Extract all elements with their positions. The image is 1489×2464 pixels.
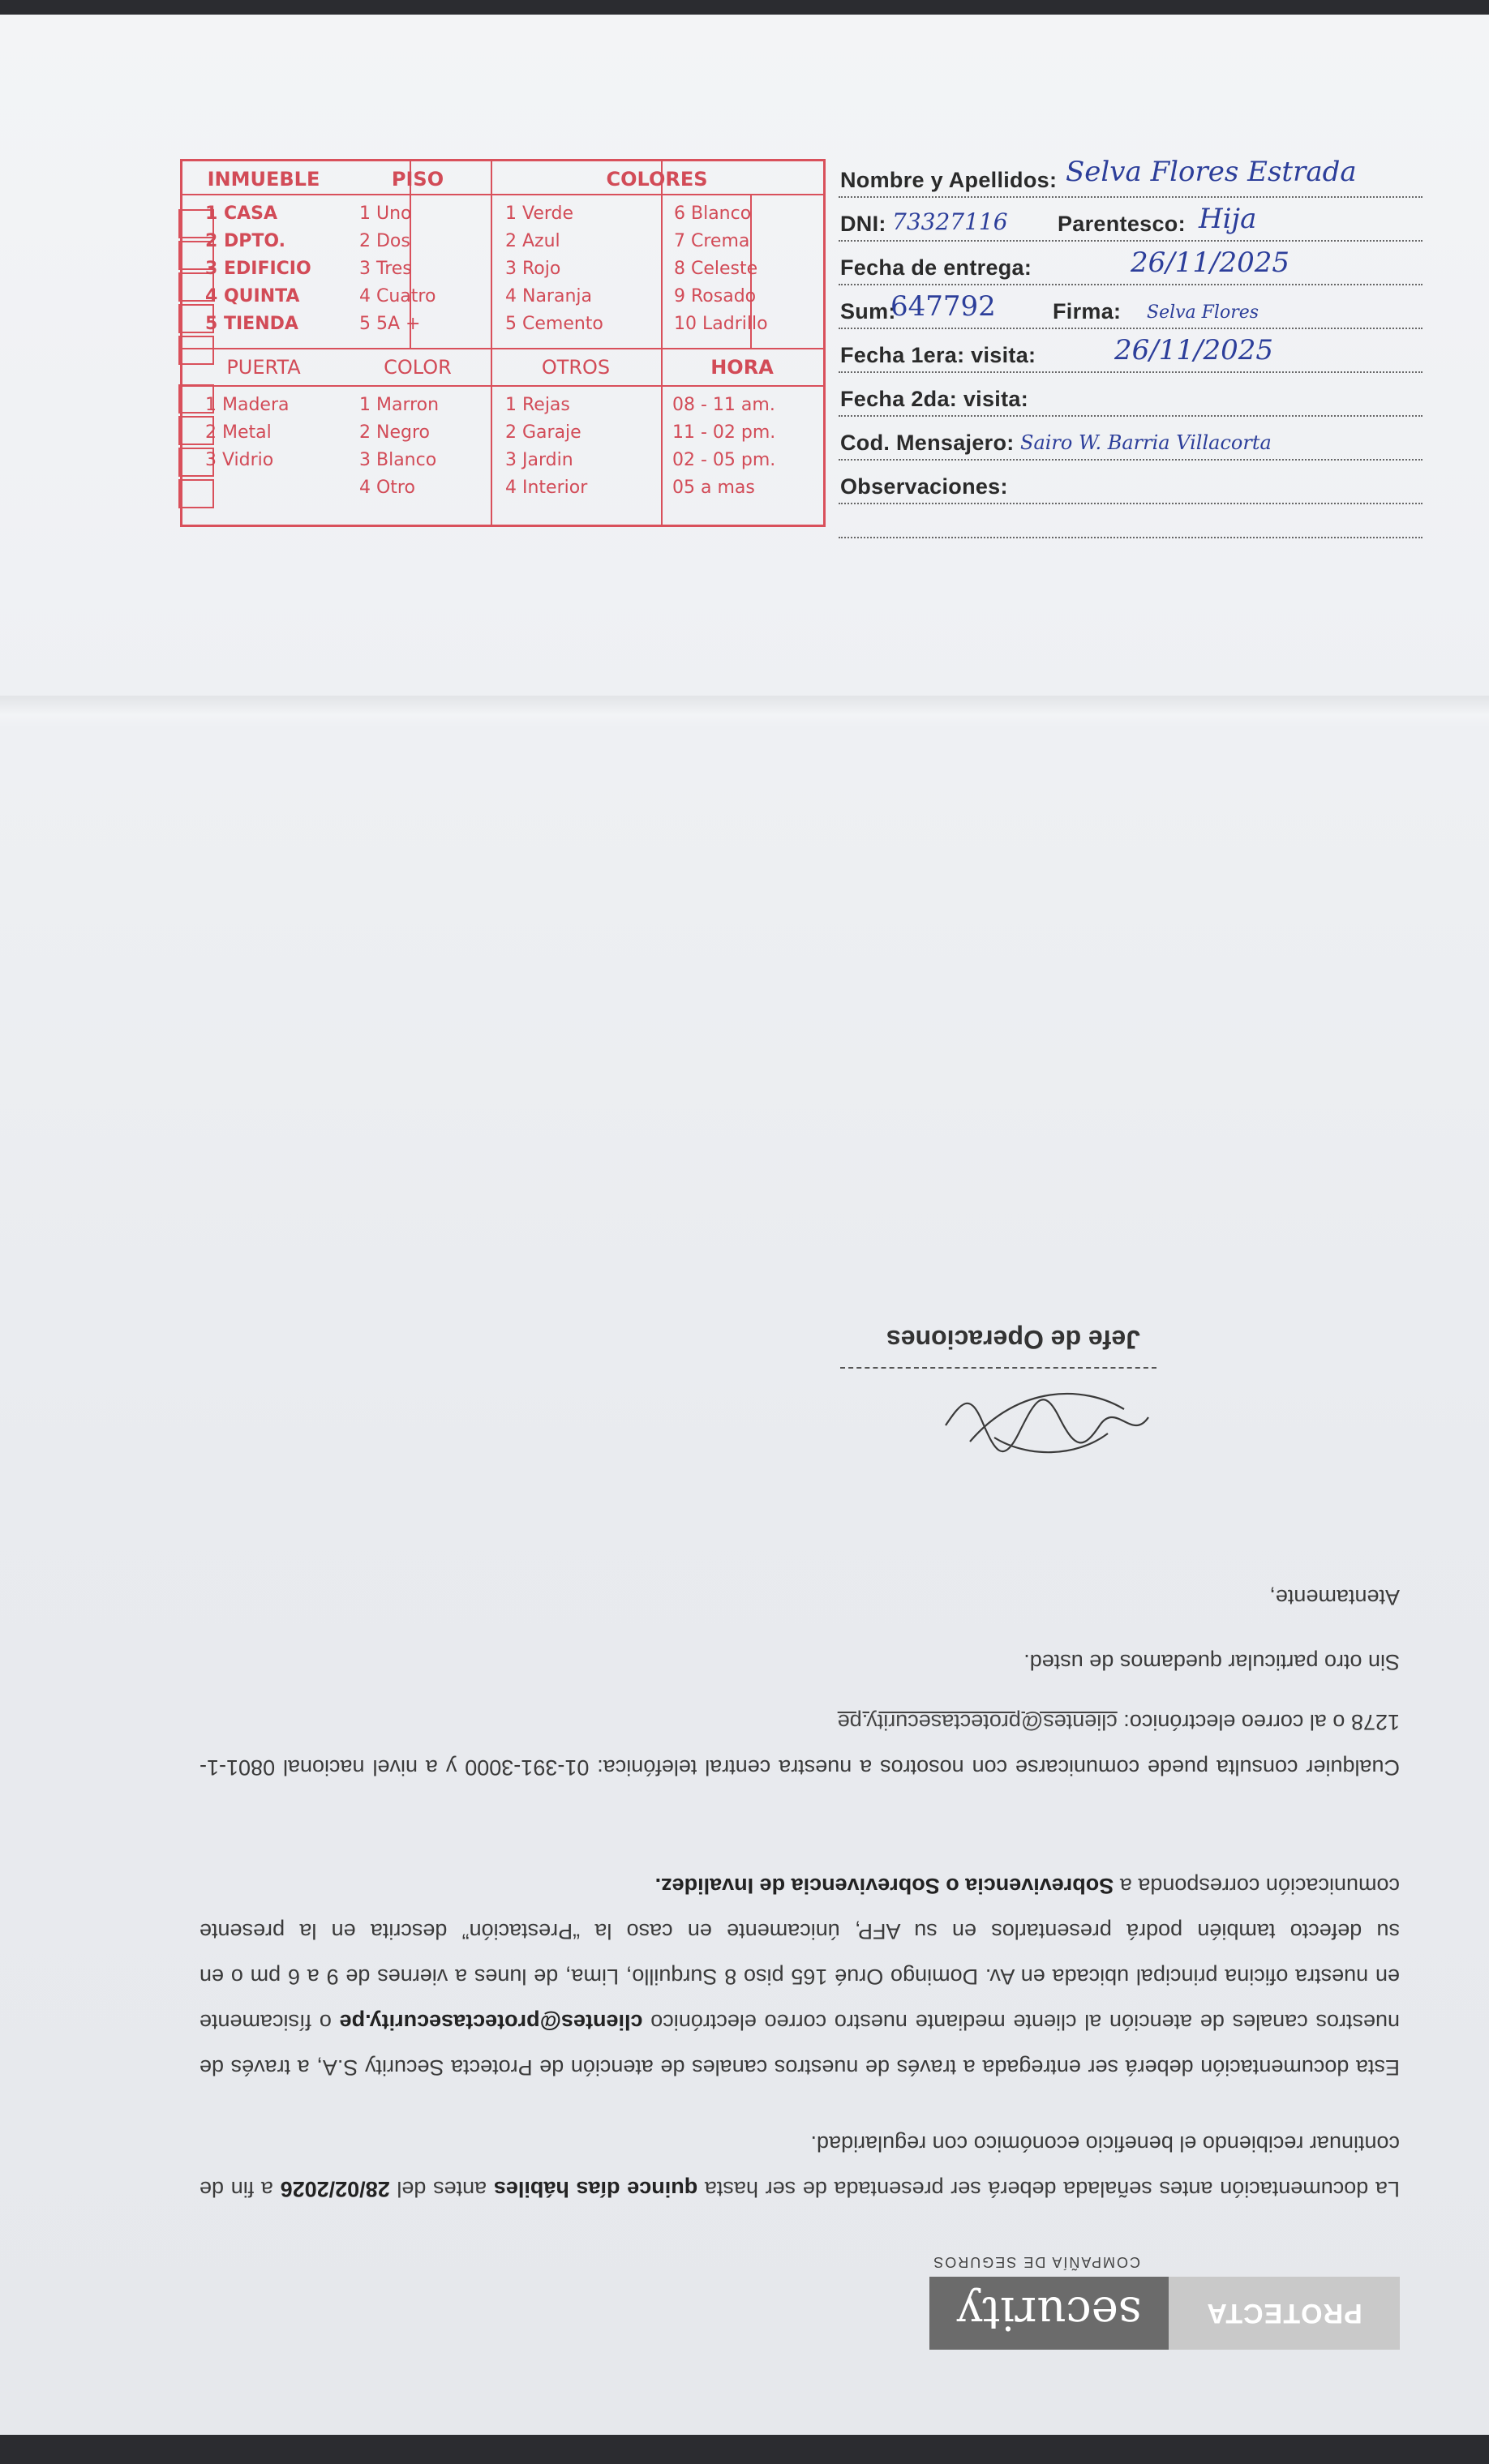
field-sum-value: 647792	[890, 290, 996, 323]
field-dni-value: 73327116	[892, 208, 1008, 235]
stamp-header-colores: COLORES	[606, 168, 708, 191]
paragraph-contact: Cualquier consulta puede comunicarse con nosotros a nuestra central telefónica: 01-391-3000 y a nivel nacional 0801-1-1278 o al correo electrónico: clientes@protectasecurity.pe	[200, 1710, 1400, 1780]
delivery-stamp	[180, 159, 826, 527]
stamp-list-otros: 1 Rejas 2 Garaje 3 Jardin 4 Interior	[505, 395, 588, 498]
signature-title: Jefe de Operaciones	[886, 1325, 1140, 1354]
paragraph-channels: Esta documentación deberá ser entregada a través de nuestros canales de atención de Protecta Security S.A, a través de nuestros canales de atención al cliente mediante nuestro correo electrónico clientes@protectasecurity.pe o físicamente en nuestra oficina principal ubicada en Av. Domingo Orué 165 piso 8 Surquillo, Lima, de lunes a viernes de 9 a 6 pm o en su defecto también podrá presentarlos en su AFP, únicamente en caso la “Prestación” descrita en la presente comunicación corresponda a Sobrevivencia o Sobrevivencia de Invalidez.	[200, 1874, 1400, 2080]
stamp-list-piso: 1 Uno 2 Dos 3 Tres 4 Cuatro 5 5A +	[359, 204, 436, 334]
field-fecha-1: Fecha 1era: visita: 26/11/2025	[839, 329, 1422, 373]
delivery-form	[839, 154, 1422, 538]
stamp-header-inmueble: INMUEBLE	[207, 168, 320, 191]
company-logo: PROTECTA security	[929, 2277, 1400, 2350]
signature-scribble	[913, 1377, 1156, 1474]
stamp-list-colores-b: 6 Blanco 7 Crema 8 Celeste 9 Rosado 10 Ladrillo	[674, 204, 768, 334]
field-dni-parentesco: DNI: 73327116 Parentesco: Hija	[839, 198, 1422, 242]
paper-fold	[0, 696, 1489, 728]
field-fecha-entrega: Fecha de entrega: 26/11/2025	[839, 242, 1422, 285]
contact-email-link[interactable]: clientes@protectasecurity.pe	[837, 1710, 1118, 1734]
stamp-list-puerta: 1 Madera 2 Metal 3 Vidrio	[205, 395, 290, 470]
document-sheet	[0, 15, 1489, 2435]
paragraph-closing: Sin otro particular quedamos de usted.	[1023, 1650, 1400, 1674]
letter-body	[0, 1085, 1489, 2415]
stamp-list-hora: 08 - 11 am. 11 - 02 pm. 02 - 05 pm. 05 a mas	[672, 395, 776, 498]
field-observaciones-line	[839, 504, 1422, 538]
field-observaciones: Observaciones:	[839, 461, 1422, 504]
stamp-list-colores-a: 1 Verde 2 Azul 3 Rojo 4 Naranja 5 Cemento	[505, 204, 603, 334]
paragraph-regards: Atentamente,	[1269, 1585, 1400, 1609]
field-fecha-2: Fecha 2da: visita:	[839, 373, 1422, 417]
stamp-header-hora: HORA	[710, 356, 774, 379]
stamp-header-puerta: PUERTA	[226, 356, 301, 379]
stamp-list-inmueble: 1 CASA 2 DPTO. 3 EDIFICIO 4 QUINTA 5 TIENDA	[205, 204, 311, 334]
field-nombre: Nombre y Apellidos: Selva Flores Estrada	[839, 154, 1422, 198]
field-sum-firma: Sum: 647792 Firma: Selva Flores	[839, 285, 1422, 329]
field-fecha-entrega-value: 26/11/2025	[1131, 246, 1289, 279]
stamp-header-color: COLOR	[384, 356, 452, 379]
field-nombre-value: Selva Flores Estrada	[1066, 156, 1357, 188]
field-cod-mensajero-value: Sairo W. Barria Villacorta	[1020, 431, 1272, 454]
stamp-list-color: 1 Marron 2 Negro 3 Blanco 4 Otro	[359, 395, 440, 498]
field-fecha-1-value: 26/11/2025	[1114, 334, 1273, 366]
field-firma-signature: Selva Flores	[1147, 302, 1259, 323]
field-parentesco-value: Hija	[1199, 203, 1257, 235]
stamp-header-piso: PISO	[391, 168, 444, 191]
stamp-header-otros: OTROS	[541, 356, 611, 379]
paragraph-deadline: La documentación antes señalada deberá ser presentada de ser hasta quince días hábiles antes del 28/02/2026 a fin de continuar recibiendo el beneficio económico con regularidad.	[200, 2132, 1400, 2201]
signature-line	[840, 1367, 1156, 1369]
field-cod-mensajero: Cod. Mensajero: Sairo W. Barria Villacorta	[839, 417, 1422, 461]
logo-subtitle: COMPAÑÍA DE SEGUROS	[932, 2254, 1140, 2270]
